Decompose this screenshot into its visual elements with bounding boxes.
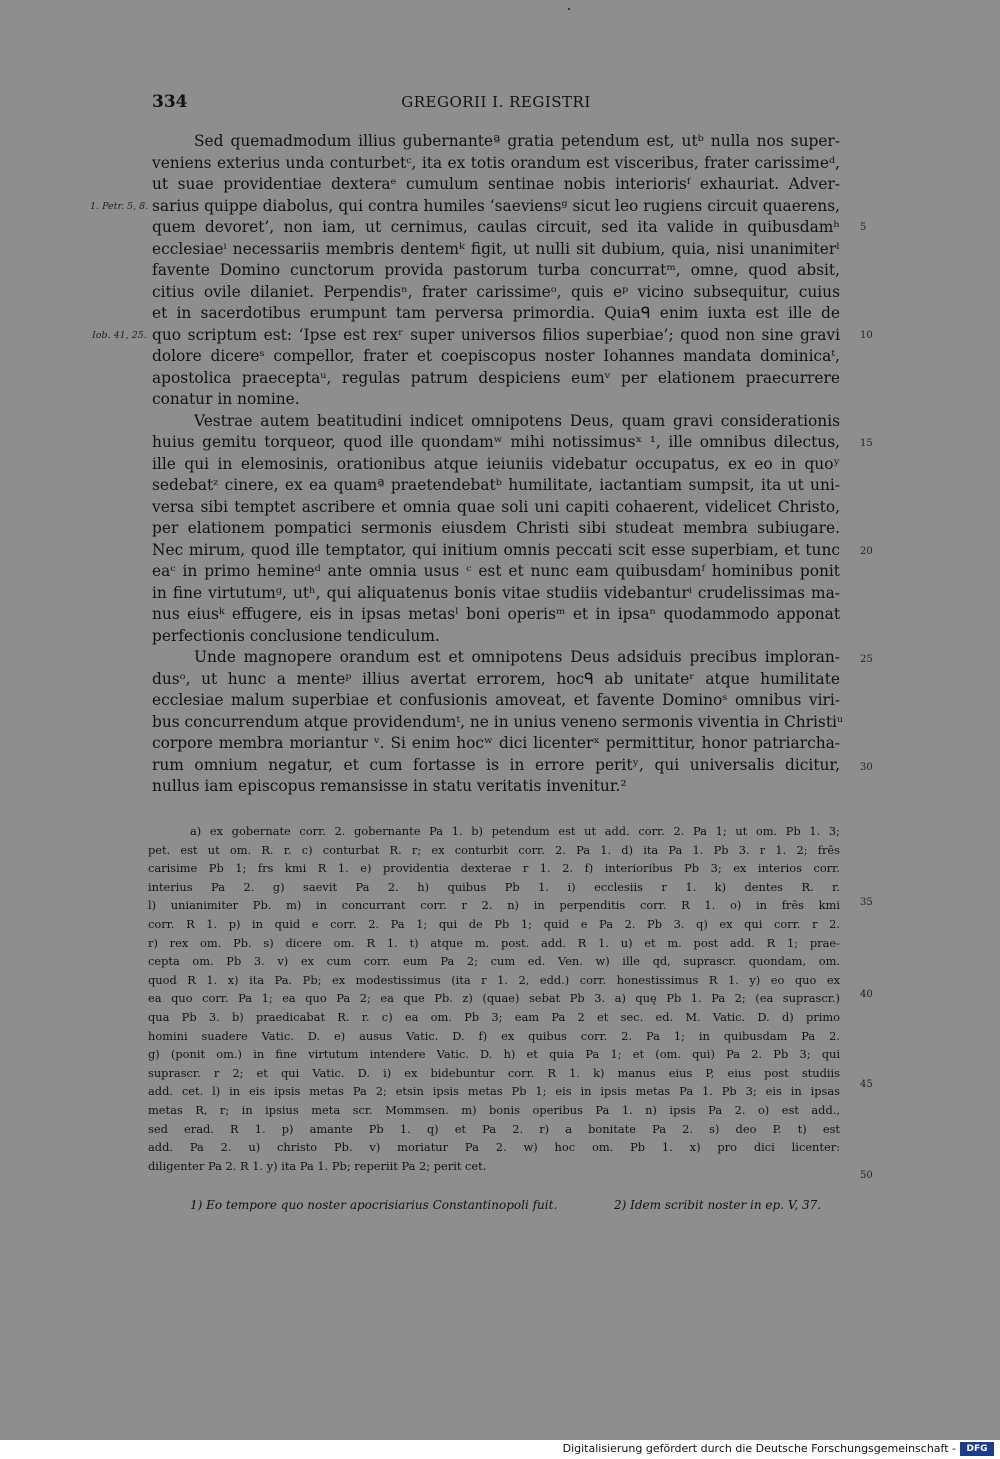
apparatus-line: quod R 1. x) ita Pa. Pb; ex modestissimus (ita r 1. 2, edd.) corr. honestissimus R 1. y) eo quo ex — [148, 972, 840, 987]
text-line: ut suae providentiae dexteraᵉ cumulum sentinae nobis interiorisᶠ exhauriat. Adver- — [152, 175, 840, 193]
text-line: citius ovile dilaniet. Perpendisⁿ, frater carissimeᵒ, quis eᵖ vicino subsequitur, cuius — [152, 282, 840, 301]
footer-bar — [0, 1440, 1000, 1459]
text-line: quo scriptum est: ‘Ipse est rexʳ super universos filios superbiae’; quod non sine gravi — [152, 325, 840, 344]
apparatus-line: interius Pa 2. g) saevit Pa 2. h) quibus Pb 1. i) ecclesiis r 1. k) dentes R. r. — [148, 879, 840, 894]
text-line: ecclesiae malum superbiae et confusionis amoveat, et favente Dominoˢ omnibus viri- — [152, 691, 840, 709]
text-line: nus eiusᵏ effugere, eis in ipsas metasˡ boni operisᵐ et in ipsaⁿ quodammodo apponat — [152, 605, 840, 623]
apparatus-line: homini suadere Vatic. D. e) ausus Vatic. D. f) ex quibus corr. 2. Pa 1; in quibusdam Pa 2. — [148, 1028, 840, 1043]
text-line: eaᶜ in primo hemineᵈ ante omnia usus ᶜ est et nunc eam quibusdamᶠ hominibus ponit — [152, 562, 840, 580]
apparatus-line: add. Pa 2. u) christo Pb. v) moriatur Pa 2. w) hoc om. Pb 1. x) pro dici licenter: — [148, 1140, 840, 1155]
line-number: 5 — [860, 222, 867, 233]
footnotes — [190, 1198, 840, 1218]
text-line: Sed quemadmodum illius gubernanteª gratia petendum est, utᵇ nulla nos super- — [194, 132, 840, 150]
text-line: corpore membra moriantur ᵛ. Si enim hocʷ dici licenterˣ permittitur, honor patriarcha- — [152, 734, 840, 752]
apparatus-line: cepta om. Pb 3. v) ex cum corr. eum Pa 2; cum ed. Ven. w) ille qd, suprascr. quondam, om. — [148, 954, 840, 969]
margin-reference-iob: Iob. 41, 25. — [92, 330, 147, 341]
text-line: apostolica praeceptaᵘ, regulas patrum despiciens eumᵛ per elationem praecurrere — [152, 368, 840, 387]
text-line: Unde magnopere orandum est et omnipotens Deus adsiduis precibus imploran- — [194, 648, 840, 666]
apparatus-line: carisime Pb 1; frs kmi R 1. e) providentia dexterae r 1. 2. f) interioribus Pb 3; ex interios corr. — [148, 861, 840, 876]
text-line: et in sacerdotibus erumpunt tam perversa primordia. Quiaᑫ enim iuxta est ille de — [152, 304, 840, 322]
text-line: bus concurrendum atque providendumᵗ, ne in unius veneno sermonis viventia in Christiᵘ — [152, 712, 844, 731]
page-header — [152, 92, 840, 114]
apparatus-line: diligenter Pa 2. R 1. y) ita Pa 1. Pb; reperiit Pa 2; perit cet. — [148, 1158, 487, 1173]
apparatus-line: add. cet. l) in eis ipsis metas Pa 2; etsin ipsis metas Pb 1; eis in ipsis metas Pa 1. Pb 3; eis in ipsas — [148, 1084, 840, 1099]
text-line: quem devoret’, non iam, ut cernimus, caulas circuit, sed ita valide in quibusdamʰ — [152, 218, 840, 236]
margin-reference-petr: 1. Petr. 5, 8. — [90, 201, 149, 212]
apparatus-line: pet. est ut om. R. r. c) conturbat R. r; ex conturbit corr. 2. Pa 1. d) ita Pa 1. Pb 3. r 1. 2; frēs — [148, 842, 840, 857]
apparatus-line: metas R, r; in ipsius meta scr. Mommsen. m) bonis operibus Pa 1. n) ipsis Pa 2. o) est add., — [148, 1103, 840, 1117]
line-number: 45 — [860, 1079, 873, 1090]
text-line: conatur in nomine. — [152, 390, 300, 408]
text-line: huius gemitu torqueor, quod ille quondamʷ mihi notissimusˣ ¹, ille omnibus dilectus, — [152, 433, 840, 451]
apparatus-line: corr. R 1. p) in quid e corr. 2. Pa 1; qui de Pb 1; quid e Pa 2. Pb 3. q) ex qui corr. r 2. — [148, 917, 840, 931]
text-line: perfectionis conclusione tendiculum. — [152, 626, 440, 645]
dfg-logo: DFG — [960, 1442, 994, 1456]
apparatus-line: a) ex gobernate corr. 2. gobernante Pa 1. b) petendum est ut add. corr. 2. Pa 1; ut om. Pb 1. 3; — [190, 824, 840, 838]
apparatus-line: suprascr. r 2; et qui Vatic. D. i) ex bidebuntur corr. R 1. k) manus eius P, eius post studiis — [148, 1065, 840, 1080]
line-number: 30 — [860, 762, 873, 773]
text-line: ecclesiaeⁱ necessariis membris dentemᵏ figit, ut nulli sit dubium, quia, nisi unanimiterˡ — [152, 239, 840, 258]
page-number: 334 — [152, 92, 188, 112]
text-line: sedebatᶻ cinere, ex ea quamª praetendebatᵇ humilitate, iactantiam sumpsit, ita ut uni- — [152, 476, 840, 494]
line-number: 10 — [860, 330, 873, 341]
text-line: veniens exterius unda conturbetᶜ, ita ex totis orandum est visceribus, frater carissimeᵈ, — [152, 153, 840, 172]
line-number: 15 — [860, 438, 873, 449]
scan-mark — [568, 8, 570, 10]
text-line: per elationem pompatici sermonis eiusdem Christi sibi studeat membra subiugare. — [152, 519, 840, 537]
apparatus-line: r) rex om. Pb. s) dicere om. R 1. t) atque m. post. add. R 1. u) et m. post add. R 1; prae- — [148, 935, 840, 950]
apparatus-line: ea quo corr. Pa 1; ea quo Pa 2; ea que Pb. z) (quae) sebat Pb 3. a) quę Pb 1. Pa 2; (ea suprascr.) — [148, 991, 840, 1006]
text-line: nullus iam episcopus remansisse in statu veritatis invenitur.² — [152, 777, 627, 795]
apparatus-line: sed erad. R 1. p) amante Pb 1. q) et Pa 2. r) a bonitate Pa 2. s) deo P. t) est — [148, 1121, 840, 1136]
text-line: in fine virtutumᵍ, utʰ, qui aliquatenus bonis vitae studiis videbanturⁱ crudelissimas ma- — [152, 583, 840, 602]
text-line: dolore dicereˢ compellor, frater et coepiscopus noster Iohannes mandata dominicaᵗ, — [152, 347, 840, 365]
running-title: GREGORII I. REGISTRI — [401, 93, 591, 111]
line-number: 40 — [860, 989, 873, 1000]
line-number: 50 — [860, 1170, 873, 1181]
apparatus-line: qua Pb 3. b) praedicabat R. r. c) ea om. Pb 3; eam Pa 2 et sec. ed. M. Vatic. D. d) primo — [148, 1010, 840, 1024]
text-line: dusᵒ, ut hunc a menteᵖ illius avertat errorem, hocᑫ ab unitateʳ atque humilitate — [152, 669, 840, 688]
apparatus-line: g) (ponit om.) in fine virtutum intendere Vatic. D. h) et quia Pa 1; et (om. qui) Pa 2. Pb 3; qui — [148, 1047, 840, 1062]
apparatus-line: l) unianimiter Pb. m) in concurrant corr. r 2. n) in perpenditis corr. R 1. o) in frēs kmi — [148, 898, 840, 913]
text-line: Vestrae autem beatitudini indicet omnipotens Deus, quam gravi considerationis — [194, 411, 840, 430]
text-line: sarius quippe diabolus, qui contra humiles ‘saeviensᵍ sicut leo rugiens circuit quaerens, — [152, 196, 840, 215]
line-number: 25 — [860, 654, 873, 665]
text-line: favente Domino cunctorum provida pastorum turba concurratᵐ, omne, quod absit, — [152, 261, 840, 279]
footnote-1: 1) Eo tempore quo noster apocrisiarius Constantinopoli fuit. — [190, 1198, 558, 1212]
text-line: rum omnium negatur, et cum fortasse is in errore peritʸ, qui universalis dicitur, — [152, 755, 840, 774]
funding-notice: Digitalisierung gefördert durch die Deutsche Forschungsgemeinschaft - — [562, 1442, 956, 1455]
text-line: ille qui in elemosinis, orationibus atque ieiuniis videbatur occupatus, ex eo in quoʸ — [152, 454, 840, 473]
footnote-2: 2) Idem scribit noster in ep. V, 37. — [614, 1198, 822, 1212]
text-line: Nec mirum, quod ille temptator, qui initium omnis peccati scit esse superbiam, et tunc — [152, 540, 840, 559]
line-number: 35 — [860, 897, 873, 908]
line-number: 20 — [860, 546, 873, 557]
text-line: versa sibi temptet ascribere et omnia quae soli uni capiti cohaerent, videlicet Christo, — [152, 497, 840, 516]
